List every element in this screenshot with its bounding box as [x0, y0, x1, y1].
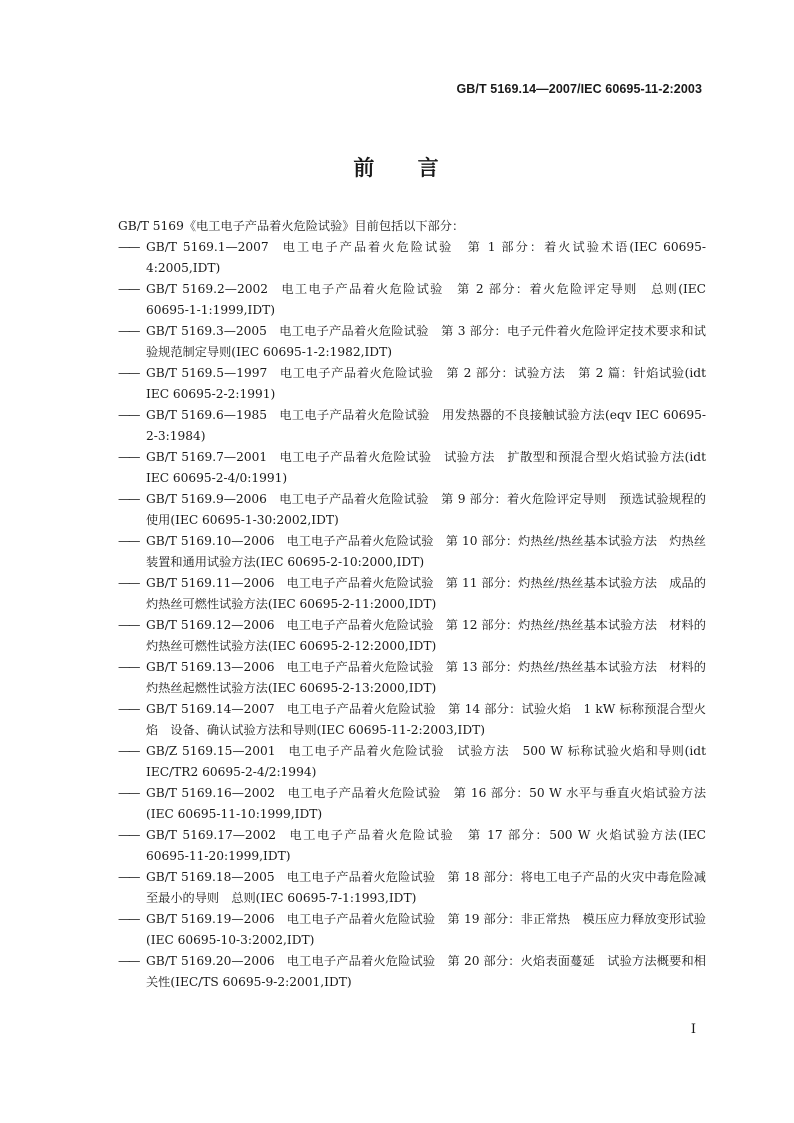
- list-dash: ——: [118, 702, 139, 716]
- standard-title: 电工电子产品着火危险试验 试验方法 500 W 标称试验火焰和导则(idt IEC/TR2 60695-2-4/2:1994): [146, 744, 706, 779]
- list-dash: ——: [118, 870, 139, 884]
- standard-number: GB/Z 5169.15—2001: [146, 744, 276, 758]
- standard-list-item: [118, 909, 706, 951]
- standard-list-item: [118, 279, 706, 321]
- list-dash: ——: [118, 240, 139, 254]
- list-dash: ——: [118, 282, 139, 296]
- standard-title: 电工电子产品着火危险试验 用发热器的不良接触试验方法(eqv IEC 60695-2-3:1984): [146, 408, 707, 443]
- standard-title: 电工电子产品着火危险试验 第 10 部分：灼热丝/热丝基本试验方法 灼热丝装置和通用试验方法(IEC 60695-2-10:2000,IDT): [146, 534, 706, 569]
- standard-list-item: [118, 699, 706, 741]
- standard-title: 电工电子产品着火危险试验 第 18 部分：将电工电子产品的火灾中毒危险减至最小的导则 总则(IEC 60695-7-1:1993,IDT): [146, 870, 706, 905]
- standard-number: GB/T 5169.5—1997: [146, 366, 268, 380]
- list-dash: ——: [118, 618, 139, 632]
- standard-title: 电工电子产品着火危险试验 第 16 部分：50 W 水平与垂直火焰试验方法(IEC 60695-11-10:1999,IDT): [146, 786, 707, 821]
- standard-title: 电工电子产品着火危险试验 第 2 部分：着火危险评定导则 总则(IEC 60695-1-1:1999,IDT): [146, 282, 707, 317]
- standard-title: 电工电子产品着火危险试验 第 14 部分：试验火焰 1 kW 标称预混合型火焰 设备、确认试验方法和导则(IEC 60695-11-2:2003,IDT): [146, 702, 706, 737]
- standard-number: GB/T 5169.16—2002: [146, 786, 275, 800]
- standard-list-item: [118, 741, 706, 783]
- standard-list-item: [118, 825, 706, 867]
- standard-number: GB/T 5169.20—2006: [146, 954, 275, 968]
- standard-title: 电工电子产品着火危险试验 第 9 部分：着火危险评定导则 预选试验规程的使用(IEC 60695-1-30:2002,IDT): [146, 492, 706, 527]
- foreword-body: [118, 216, 706, 993]
- standard-title: 电工电子产品着火危险试验 第 11 部分：灼热丝/热丝基本试验方法 成品的灼热丝可燃性试验方法(IEC 60695-2-11:2000,IDT): [146, 576, 706, 611]
- list-dash: ——: [118, 450, 139, 464]
- intro-paragraph: GB/T 5169《电工电子产品着火危险试验》目前包括以下部分：: [118, 219, 465, 233]
- standard-list-item: [118, 447, 706, 489]
- standard-list-item: [118, 321, 706, 363]
- standard-number: GB/T 5169.1—2007: [146, 240, 269, 254]
- list-dash: ——: [118, 366, 139, 380]
- page-number: I: [690, 1022, 696, 1037]
- standard-list-item: [118, 951, 706, 993]
- standard-number: GB/T 5169.12—2006: [146, 618, 275, 632]
- standard-number: GB/T 5169.6—1985: [146, 408, 267, 422]
- document-code-header: GB/T 5169.14—2007/IEC 60695-11-2:2003: [456, 82, 702, 96]
- page-title: 前 言: [353, 156, 441, 180]
- standard-list-item: [118, 405, 706, 447]
- standard-title: 电工电子产品着火危险试验 试验方法 扩散型和预混合型火焰试验方法(idt IEC 60695-2-4/0:1991): [146, 450, 706, 485]
- list-dash: ——: [118, 828, 139, 842]
- standard-title: 电工电子产品着火危险试验 第 17 部分：500 W 火焰试验方法(IEC 60695-11-20:1999,IDT): [146, 828, 706, 863]
- standard-number: GB/T 5169.19—2006: [146, 912, 275, 926]
- list-dash: ——: [118, 660, 139, 674]
- standard-list-item: [118, 573, 706, 615]
- list-dash: ——: [118, 576, 139, 590]
- list-dash: ——: [118, 324, 139, 338]
- standard-title: 电工电子产品着火危险试验 第 2 部分：试验方法 第 2 篇：针焰试验(idt IEC 60695-2-2:1991): [146, 366, 706, 401]
- standards-list: [118, 237, 706, 993]
- list-dash: ——: [118, 534, 139, 548]
- standard-number: GB/T 5169.10—2006: [146, 534, 275, 548]
- standard-list-item: [118, 237, 706, 279]
- standard-number: GB/T 5169.3—2005: [146, 324, 267, 338]
- standard-number: GB/T 5169.7—2001: [146, 450, 268, 464]
- list-dash: ——: [118, 912, 139, 926]
- list-dash: ——: [118, 492, 139, 506]
- standard-number: GB/T 5169.18—2005: [146, 870, 275, 884]
- standard-list-item: [118, 489, 706, 531]
- standard-title: 电工电子产品着火危险试验 第 19 部分：非正常热 模压应力释放变形试验(IEC 60695-10-3:2002,IDT): [146, 912, 706, 947]
- standard-title: 电工电子产品着火危险试验 第 20 部分：火焰表面蔓延 试验方法概要和相关性(IEC/TS 60695-9-2:2001,IDT): [146, 954, 706, 989]
- standard-number: GB/T 5169.2—2002: [146, 282, 268, 296]
- standard-title: 电工电子产品着火危险试验 第 12 部分：灼热丝/热丝基本试验方法 材料的灼热丝可燃性试验方法(IEC 60695-2-12:2000,IDT): [146, 618, 706, 653]
- standard-number: GB/T 5169.13—2006: [146, 660, 275, 674]
- standard-list-item: [118, 531, 706, 573]
- standard-number: GB/T 5169.9—2006: [146, 492, 267, 506]
- standard-list-item: [118, 783, 706, 825]
- standard-number: GB/T 5169.17—2002: [146, 828, 276, 842]
- standard-list-item: [118, 657, 706, 699]
- standard-number: GB/T 5169.11—2006: [146, 576, 275, 590]
- list-dash: ——: [118, 408, 139, 422]
- list-dash: ——: [118, 954, 139, 968]
- standard-number: GB/T 5169.14—2007: [146, 702, 275, 716]
- list-dash: ——: [118, 786, 139, 800]
- list-dash: ——: [118, 744, 139, 758]
- standard-title: 电工电子产品着火危险试验 第 1 部分：着火试验术语(IEC 60695-4:2005,IDT): [146, 240, 706, 275]
- standard-list-item: [118, 363, 706, 405]
- standard-list-item: [118, 867, 706, 909]
- standard-title: 电工电子产品着火危险试验 第 3 部分：电子元件着火危险评定技术要求和试验规范制定导则(IEC 60695-1-2:1982,IDT): [146, 324, 706, 359]
- standard-list-item: [118, 615, 706, 657]
- standard-title: 电工电子产品着火危险试验 第 13 部分：灼热丝/热丝基本试验方法 材料的灼热丝起燃性试验方法(IEC 60695-2-13:2000,IDT): [146, 660, 706, 695]
